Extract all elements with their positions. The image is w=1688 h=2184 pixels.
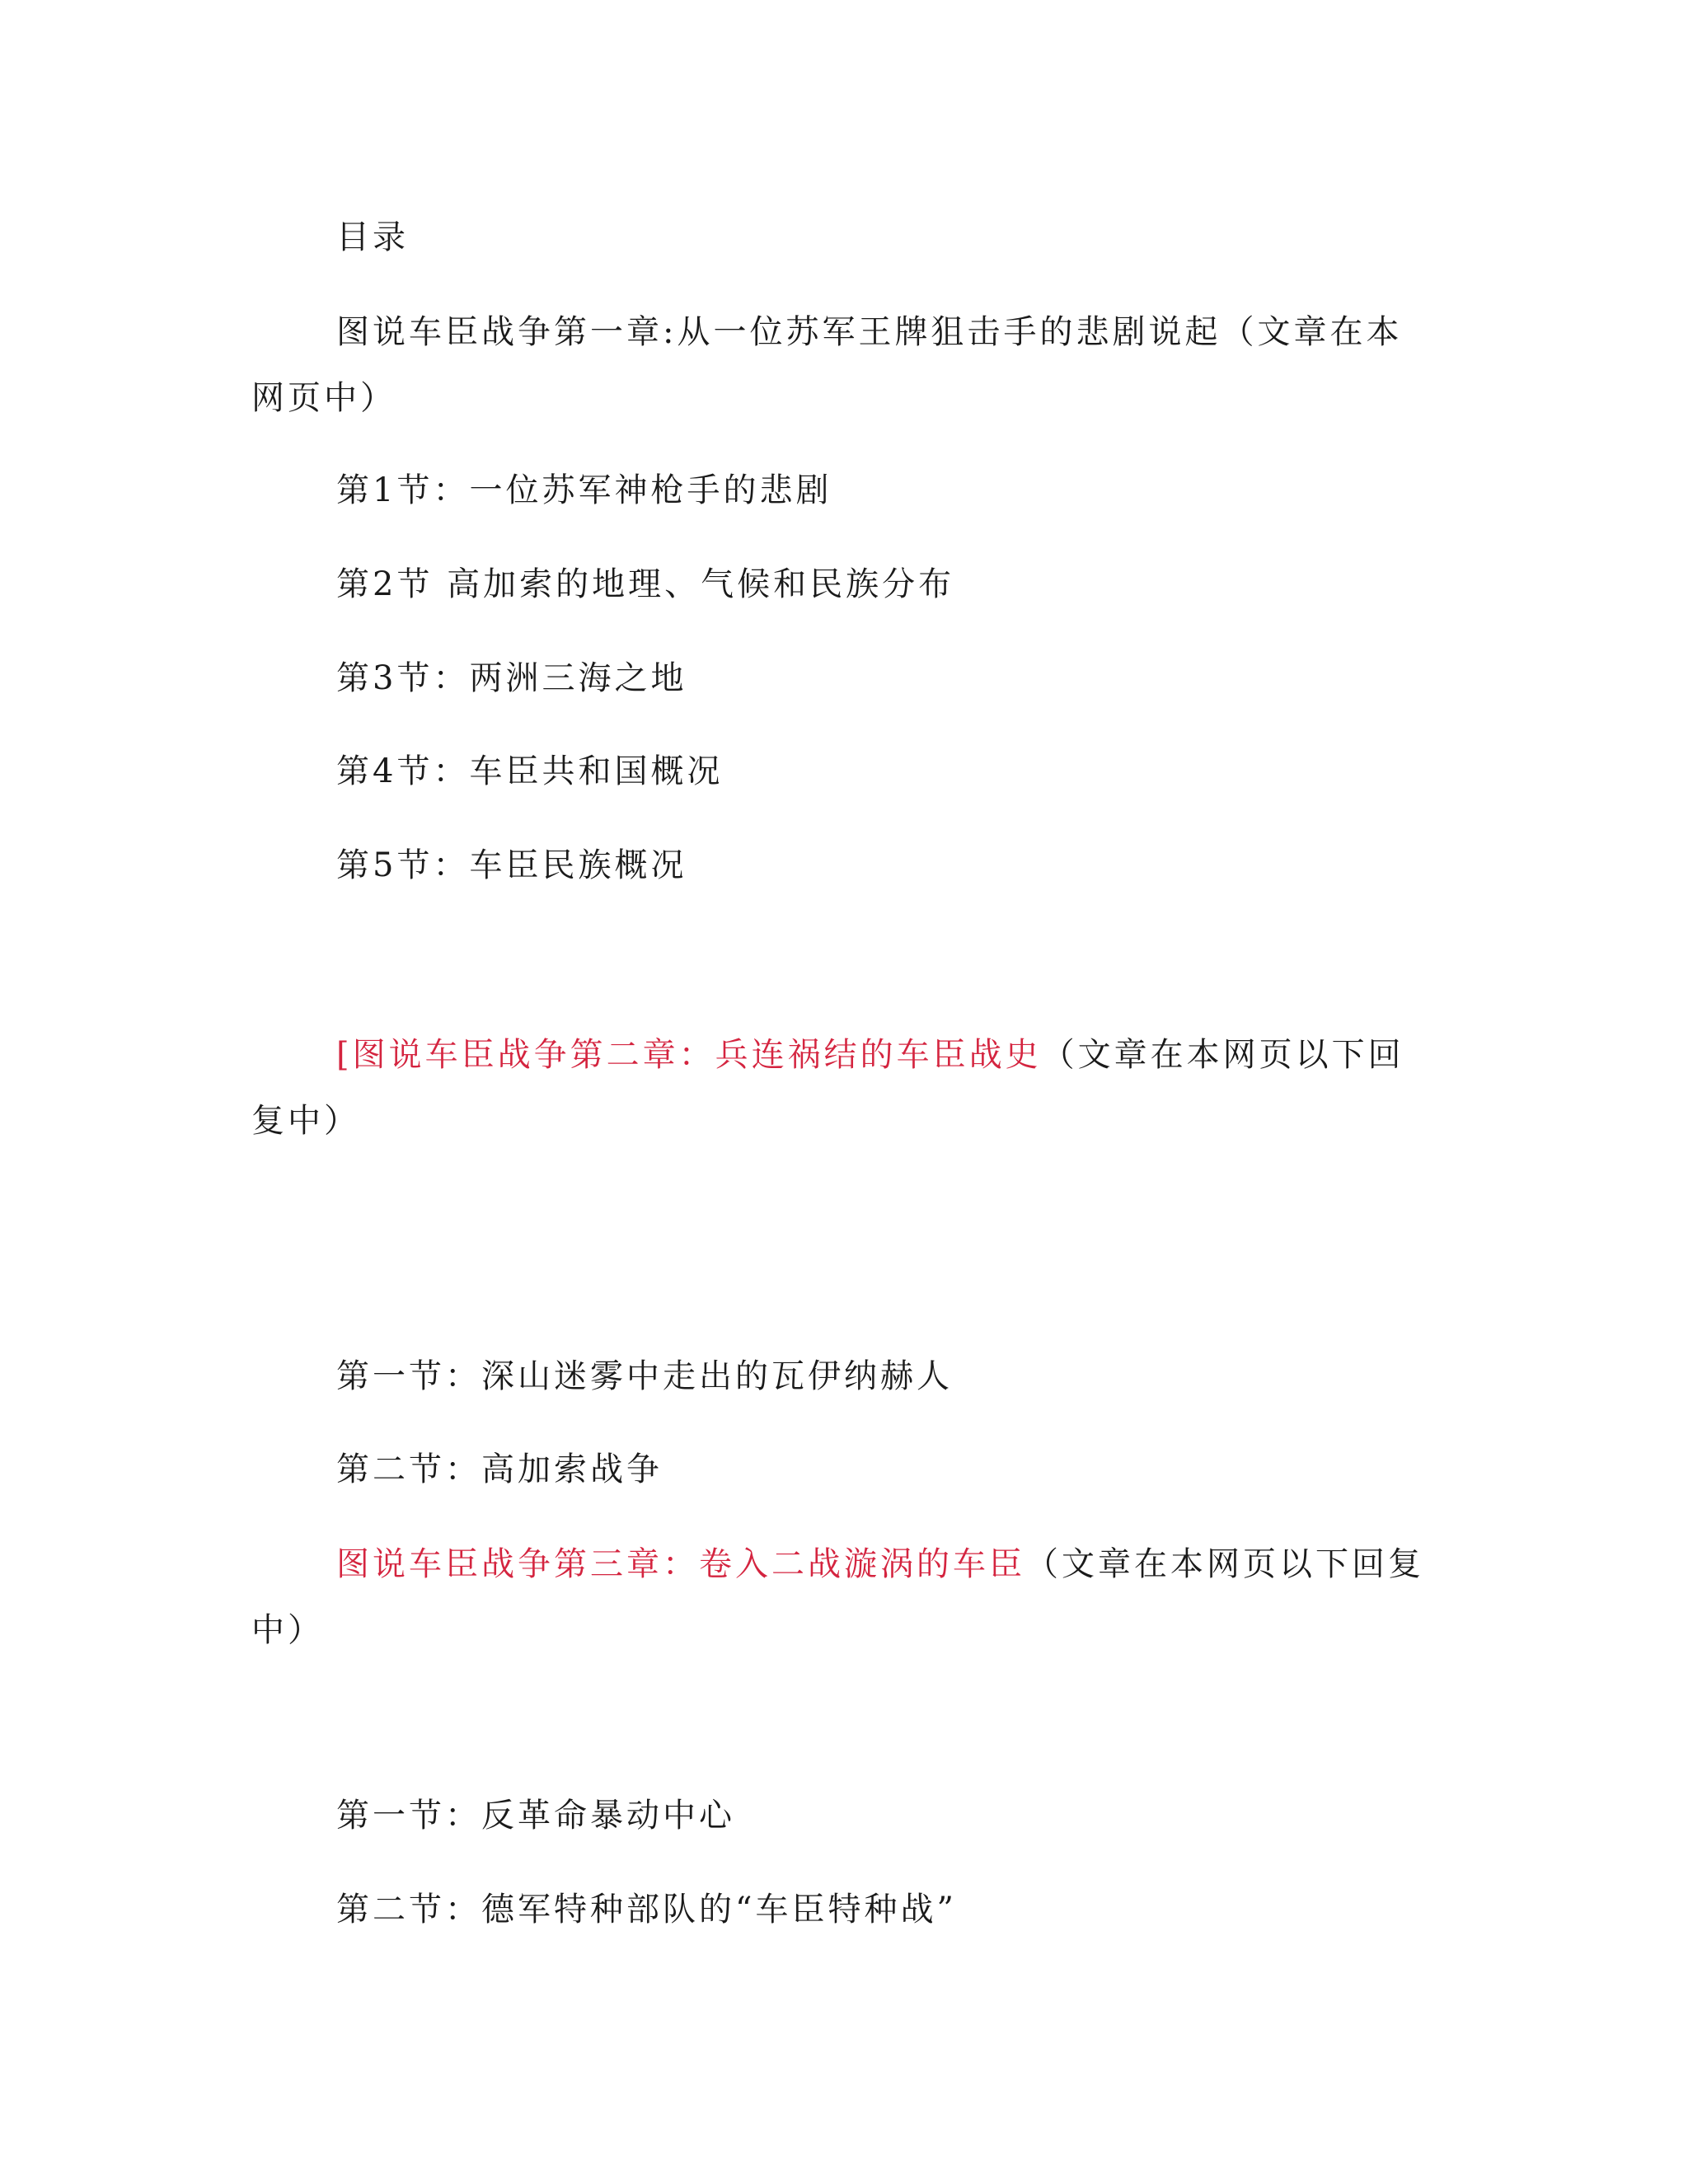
chapter-1-section-3: 第3节：两洲三海之地 xyxy=(336,659,687,697)
chapter-2-heading xyxy=(251,1022,1438,1154)
chapter-1-title: 图说车臣战争第一章:从一位苏军王牌狙击手的悲剧说起 xyxy=(336,313,1221,351)
chapter-2-title-link[interactable]: [图说车臣战争第二章：兵连祸结的车臣战史 xyxy=(336,1036,1042,1074)
chapter-3-title-link[interactable]: 图说车臣战争第三章：卷入二战漩涡的车臣 xyxy=(336,1545,1025,1583)
chapter-1-section-5: 第5节：车臣民族概况 xyxy=(336,846,687,884)
chapter-2-section-1: 第一节：深山迷雾中走出的瓦伊纳赫人 xyxy=(336,1357,953,1395)
chapter-3-note: （文章在本网页以下回复中） xyxy=(251,1545,1424,1649)
chapter-1-note: （文章在本网页中） xyxy=(251,313,1403,417)
chapter-3-section-1: 第一节：反革命暴动中心 xyxy=(336,1797,735,1835)
chapter-1-section-1: 第1节：一位苏军神枪手的悲剧 xyxy=(336,471,832,509)
chapter-1-heading xyxy=(251,299,1438,431)
chapter-3-heading xyxy=(251,1531,1438,1663)
chapter-2-note: （文章在本网页以下回复中） xyxy=(251,1036,1404,1140)
toc-title: 目录 xyxy=(336,218,409,256)
chapter-2-section-2: 第二节：高加索战争 xyxy=(336,1451,663,1488)
chapter-1-section-4: 第4节：车臣共和国概况 xyxy=(336,752,724,790)
chapter-3-section-2: 第二节：德军特种部队的“车臣特种战” xyxy=(336,1891,957,1929)
chapter-1-section-2: 第2节 高加索的地理、气候和民族分布 xyxy=(336,565,955,603)
